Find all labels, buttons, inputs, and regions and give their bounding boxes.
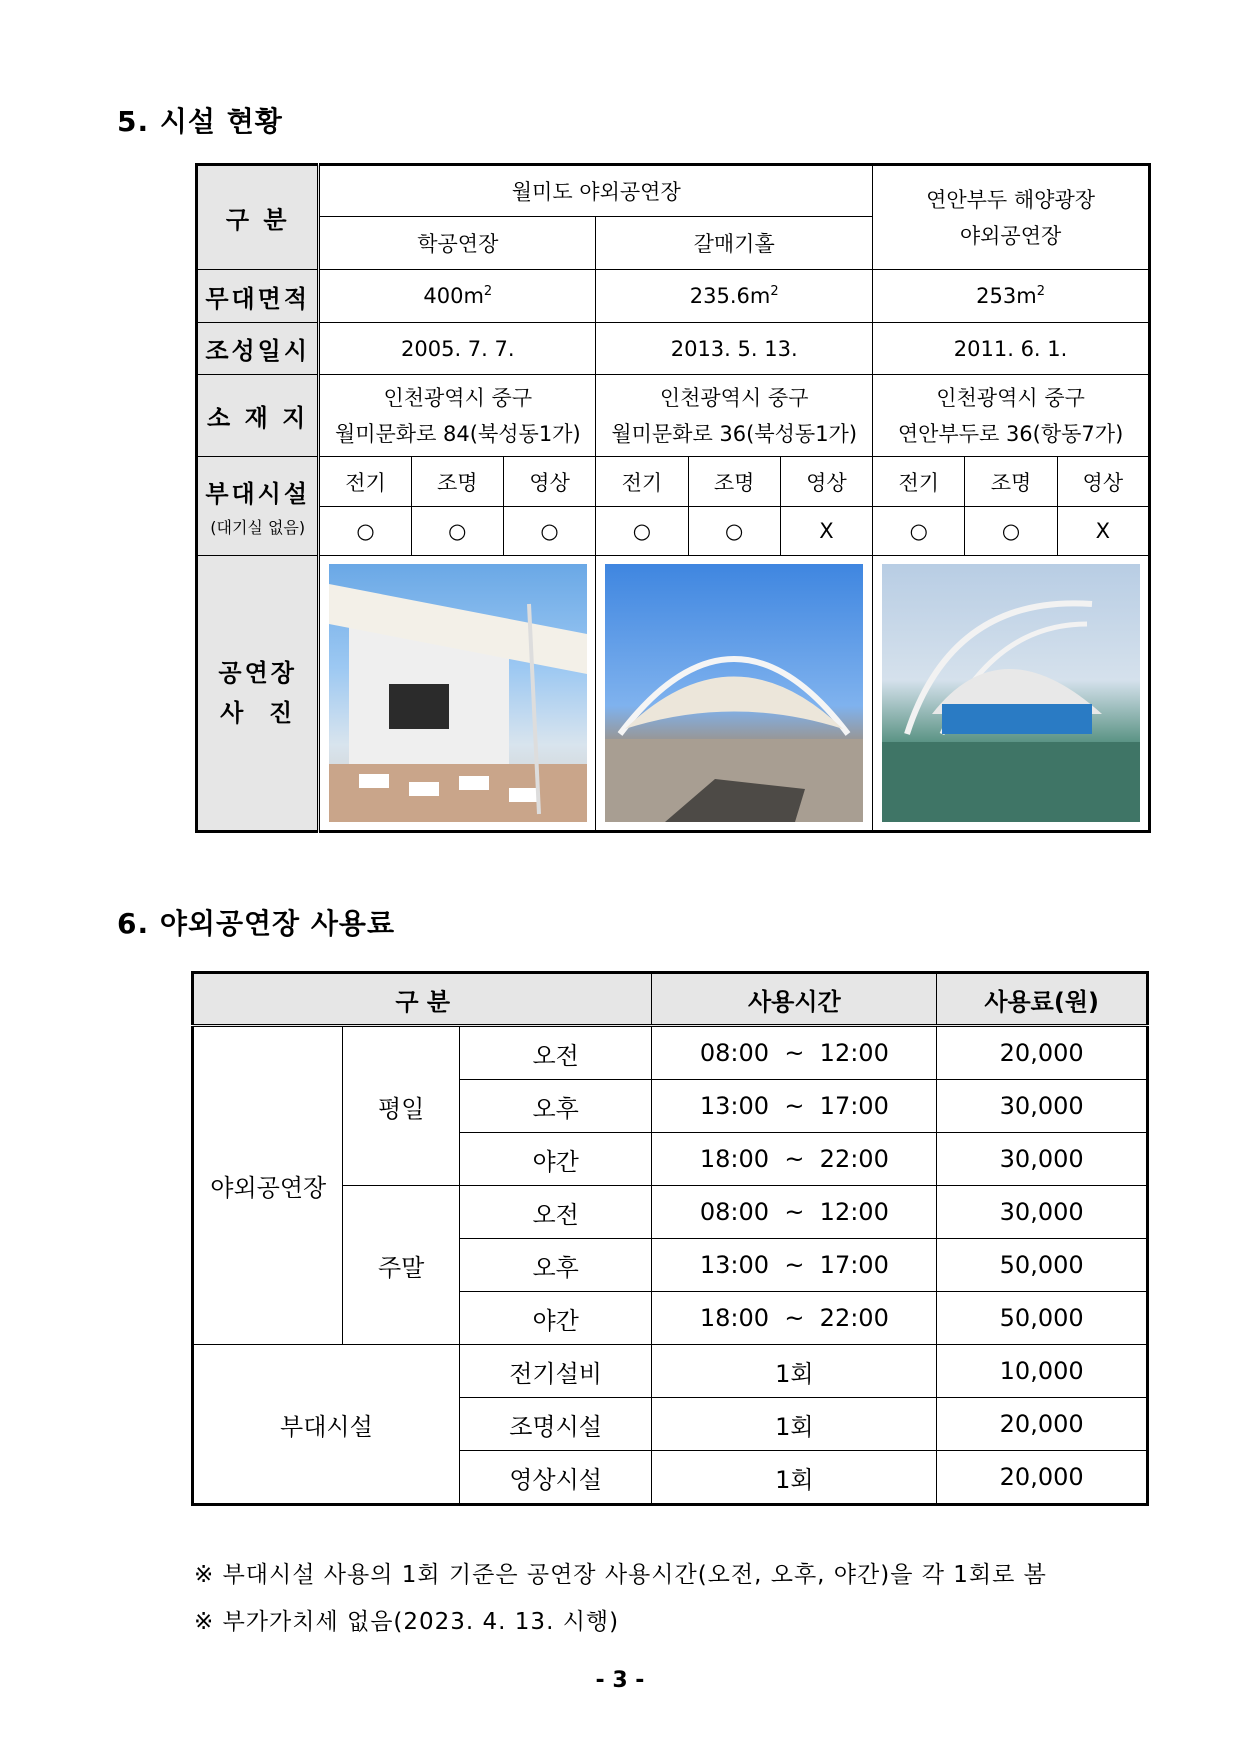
facility-type: 조명 (688, 457, 780, 507)
fee: 20,000 (937, 1398, 1148, 1451)
period: 야간 (459, 1292, 652, 1345)
date-value: 2013. 5. 13. (596, 323, 873, 375)
facility-mark: ○ (688, 507, 780, 556)
facility-item: 영상시설 (459, 1451, 652, 1505)
weekend-label: 주말 (343, 1186, 459, 1345)
period: 오후 (459, 1239, 652, 1292)
facility-status-table (195, 163, 1151, 833)
fee: 20,000 (937, 1451, 1148, 1505)
venue-group-wolmido: 월미도 야외공연장 (319, 165, 873, 217)
date-value: 2005. 7. 7. (319, 323, 596, 375)
photo-cell (319, 556, 596, 832)
period: 오후 (459, 1080, 652, 1133)
time-range: 13:00 ~ 17:00 (652, 1239, 937, 1292)
area-value: $400m^2$ (319, 270, 596, 323)
header-fee: 사용료(원) (937, 973, 1148, 1026)
venue-hak: 학공연장 (319, 217, 596, 270)
stage-photo-hak (329, 564, 587, 822)
date-value: 2011. 6. 1. (873, 323, 1150, 375)
section6-heading: 6. 야외공연장 사용료 (117, 907, 396, 940)
facility-type: 조명 (965, 457, 1057, 507)
fee: 30,000 (937, 1133, 1148, 1186)
note-1: ※ 부대시설 사용의 1회 기준은 공연장 사용시간(오전, 오후, 야간)을 각 1회로 봄 (194, 1562, 1047, 1588)
facility-type: 전기 (319, 457, 411, 507)
fee: 30,000 (937, 1186, 1148, 1239)
period: 오전 (459, 1186, 652, 1239)
weekday-label: 평일 (343, 1026, 459, 1186)
location-value: 인천광역시 중구 월미문화로 84(북성동1가) (319, 375, 596, 457)
table-row (193, 1345, 1148, 1398)
stage-photo-galmae (605, 564, 863, 822)
area-value: $253m^2$ (873, 270, 1150, 323)
fee-table (191, 971, 1149, 1506)
facility-type: 영상 (1057, 457, 1149, 507)
facility-mark: ○ (319, 507, 411, 556)
period: 야간 (459, 1133, 652, 1186)
facility-mark: ○ (965, 507, 1057, 556)
facility-type: 전기 (596, 457, 688, 507)
photo-cell (596, 556, 873, 832)
facility-item: 전기설비 (459, 1345, 652, 1398)
fee: 20,000 (937, 1026, 1148, 1080)
time-range: 18:00 ~ 22:00 (652, 1133, 937, 1186)
venue-label: 야외공연장 (193, 1026, 343, 1345)
facility-type: 영상 (503, 457, 595, 507)
time-range: 08:00 ~ 12:00 (652, 1186, 937, 1239)
label-photo: 공연장 사 진 (197, 556, 319, 832)
facility-type: 영상 (780, 457, 872, 507)
header-time: 사용시간 (652, 973, 937, 1026)
label-facility: 부대시설 (대기실 없음) (197, 457, 319, 556)
label-category: 구 분 (197, 165, 319, 270)
facility-count: 1회 (652, 1398, 937, 1451)
label-location: 소 재 지 (197, 375, 319, 457)
section5-heading: 5. 시설 현황 (117, 105, 283, 138)
facility-type: 전기 (873, 457, 965, 507)
note-2: ※ 부가가치세 없음(2023. 4. 13. 시행) (194, 1609, 620, 1635)
venue-galmae: 갈매기홀 (596, 217, 873, 270)
facility-type: 조명 (411, 457, 503, 507)
time-range: 18:00 ~ 22:00 (652, 1292, 937, 1345)
facility-mark: ○ (596, 507, 688, 556)
stage-photo-yeonan (882, 564, 1140, 822)
area-value: $235.6m^2$ (596, 270, 873, 323)
time-range: 13:00 ~ 17:00 (652, 1080, 937, 1133)
period: 오전 (459, 1026, 652, 1080)
time-range: 08:00 ~ 12:00 (652, 1026, 937, 1080)
fee: 50,000 (937, 1239, 1148, 1292)
facility-mark: X (780, 507, 872, 556)
facility-count: 1회 (652, 1451, 937, 1505)
fee: 50,000 (937, 1292, 1148, 1345)
header-category: 구 분 (193, 973, 652, 1026)
facility-mark: ○ (503, 507, 595, 556)
label-area: 무대면적 (197, 270, 319, 323)
table-row (193, 1026, 1148, 1080)
venue-yeonan: 연안부두 해양광장 야외공연장 (873, 165, 1150, 270)
facility-label: 부대시설 (193, 1345, 460, 1505)
page-number: - 3 - (595, 1668, 645, 1693)
facility-item: 조명시설 (459, 1398, 652, 1451)
label-date: 조성일시 (197, 323, 319, 375)
photo-cell (873, 556, 1150, 832)
location-value: 인천광역시 중구 월미문화로 36(북성동1가) (596, 375, 873, 457)
facility-mark: ○ (411, 507, 503, 556)
location-value: 인천광역시 중구 연안부두로 36(항동7가) (873, 375, 1150, 457)
fee: 30,000 (937, 1080, 1148, 1133)
facility-mark: ○ (873, 507, 965, 556)
facility-mark: X (1057, 507, 1149, 556)
facility-count: 1회 (652, 1345, 937, 1398)
fee: 10,000 (937, 1345, 1148, 1398)
